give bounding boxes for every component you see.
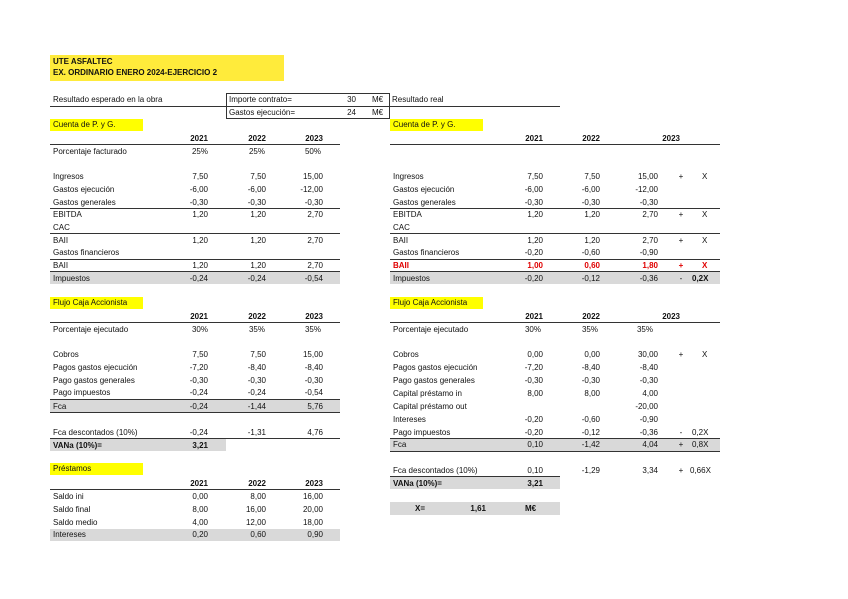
left-pyg-row-label: BAII [53,261,69,270]
right-pyg-row-value: 15,00 [637,172,658,181]
right-flujo-row-op [676,362,686,374]
right-pyg-row-value: 1,80 [642,261,658,270]
left-flujo-row-value: -0,54 [304,388,323,397]
left-flujo-row-value: -0,24 [189,388,208,397]
prestamos-year-2022: 2022 [248,479,266,488]
right-flujo-pct-2023: 35% [636,325,653,334]
prestamos-row-label: Saldo final [53,505,91,514]
right-flujo-row-value: 4,00 [642,389,658,398]
real-label: Resultado real [392,95,444,104]
right-flujo-row-value: 4,04 [642,440,658,449]
left-flujo-row-value: 15,00 [302,350,323,359]
prestamos-row-value: 0,20 [192,530,208,539]
left-flujo-row-label: Pago gastos generales [53,376,135,385]
x-result-unit: M€ [525,504,537,513]
right-pyg-row-x: X [702,172,708,181]
right-flujo-row-label: Pago impuestos [393,428,451,437]
left-flujo-pct-2022: 35% [248,325,265,334]
left-pyg-row-label: Gastos financieros [53,248,120,257]
left-pyg-row-label: EBITDA [53,210,82,219]
contract-unit: M€ [372,95,384,104]
left-pyg-row-value: 2,70 [307,210,323,219]
right-pyg-row-value: -0,90 [639,248,658,257]
left-pyg-row-value: -0,30 [189,198,208,207]
left-flujo-row-value: -0,30 [189,376,208,385]
left-pyg-row-value [285,222,323,234]
right-pyg-row-op: + [678,172,684,181]
left-flujo-row-label: Fca [53,402,67,411]
left-pyg-row-label: Gastos ejecución [53,185,115,194]
costs-label: Gastos ejecución= [229,108,296,117]
left-pyg-row-value: 1,20 [250,261,266,270]
x-result-label: X= [415,504,426,513]
left-pyg-row-value: 2,70 [307,261,323,270]
right-pyg-row-op [676,247,686,259]
right-flujo-row-label: Capital préstamo out [393,402,467,411]
left-flujo-pct-2021: 30% [191,325,208,334]
left-pyg-row-value: -0,30 [304,198,323,207]
right-flujo-row-op [676,388,686,400]
left-flujo-row-value: -7,20 [189,363,208,372]
prestamos-row-value: 16,00 [245,505,266,514]
left-flujo-row-value: -0,30 [247,376,266,385]
right-pyg-row-value: 2,70 [642,210,658,219]
right-pyg-row-op: + [678,261,684,270]
right-flujo-row-value: 0,00 [527,350,543,359]
right-pyg-row-value: -6,00 [581,185,600,194]
right-pyg-row-value: -0,30 [639,198,658,207]
right-flujo-row-value: -0,12 [581,428,600,437]
right-flujo-row-label: Pago gastos generales [393,376,475,385]
right-flujo-row-label: Pagos gastos ejecución [393,363,478,372]
right-pyg-row-op [676,197,686,209]
right-flujo-year-2023: 2023 [662,312,680,321]
right-flujo-row-op [676,401,686,413]
left-pyg-row-value: 1,20 [192,210,208,219]
header-line2: EX. ORDINARIO ENERO 2024-EJERCICIO 2 [53,68,218,77]
contract-label: Importe contrato= [229,95,292,104]
left-pyg-row-value: -0,24 [247,274,266,283]
left-pyg-row-value: 1,20 [250,210,266,219]
right-pyg-title: Cuenta de P. y G. [390,119,483,131]
right-flujo-row-value: 8,00 [527,389,543,398]
left-flujo-year-2022: 2022 [248,312,266,321]
left-pyg-row-value: 7,50 [250,172,266,181]
left-pyg-row-value: 7,50 [192,172,208,181]
right-flujo-pct-2022: 35% [581,325,598,334]
right-flujo-row-label: Fca [393,440,407,449]
prestamos-row-value: 8,00 [192,505,208,514]
prestamos-row-value: 0,00 [192,492,208,501]
left-flujo-row-value: 7,50 [192,350,208,359]
left-pyg-row-label: CAC [53,223,70,232]
left-van-label: VANa (10%)= [53,441,102,450]
right-flujo-pct-2021: 30% [524,325,541,334]
left-pyg-row-value [170,222,208,234]
right-pyg-row-value: -0,12 [581,274,600,283]
left-flujo-row-value: -0,24 [189,402,208,411]
right-pyg-row-value: 2,70 [642,236,658,245]
right-pyg-row-value: 1,20 [584,210,600,219]
left-pyg-pct-2021: 25% [191,147,208,156]
left-flujo-disc-label: Fca descontados (10%) [53,428,138,437]
right-flujo-row-value: -0,36 [639,428,658,437]
left-pyg-row-value: 1,20 [192,261,208,270]
right-pyg-row-value: 7,50 [584,172,600,181]
left-pyg-row-value [170,247,208,259]
header-line1: UTE ASFALTEC [53,57,113,66]
left-flujo-row-label: Pago impuestos [53,388,111,397]
left-flujo-row-value: -8,40 [247,363,266,372]
left-pyg-row-value: 2,70 [307,236,323,245]
left-flujo-year-2021: 2021 [190,312,208,321]
right-pyg-row-value: 1,00 [527,261,543,270]
left-flujo-disc-2021: -0,24 [189,428,208,437]
right-flujo-row-x: 0,8X [692,440,709,449]
right-pyg-year-2023: 2023 [662,134,680,143]
left-pyg-row-value: -6,00 [247,185,266,194]
right-flujo-row-value: 0,10 [527,440,543,449]
right-pyg-row-value: -0,36 [639,274,658,283]
left-flujo-row-label: Pagos gastos ejecución [53,363,138,372]
left-pyg-row-value: -0,24 [189,274,208,283]
left-pyg-title: Cuenta de P. y G. [50,119,143,131]
row-divider [390,451,720,452]
left-flujo-row-value: -1,44 [247,402,266,411]
left-flujo-row-value: -0,24 [247,388,266,397]
left-pyg-row-value: 1,20 [250,236,266,245]
right-flujo-year-2021: 2021 [525,312,543,321]
left-pyg-row-value: -6,00 [189,185,208,194]
right-flujo-disc-op: + [678,466,684,475]
right-flujo-row-value: 8,00 [584,389,600,398]
right-flujo-disc-label: Fca descontados (10%) [393,466,478,475]
right-pyg-row-value: 0,60 [584,261,600,270]
right-pyg-row-value: 7,50 [527,172,543,181]
right-pyg-row-value: -0,20 [524,274,543,283]
costs-value: 24 [347,108,356,117]
right-flujo-row-value: 30,00 [637,350,658,359]
expected-label: Resultado esperado en la obra [53,95,163,104]
left-pyg-row-label: Impuestos [53,274,90,283]
right-pyg-row-value: 1,20 [584,236,600,245]
left-pyg-row-label: Gastos generales [53,198,116,207]
right-flujo-title: Flujo Caja Accionista [390,297,483,309]
right-pyg-row-x: X [702,261,708,270]
left-pyg-year-2023: 2023 [305,134,323,143]
right-flujo-row-value: -0,30 [581,376,600,385]
prestamos-row-value: 20,00 [302,505,323,514]
right-flujo-row-value: -8,40 [581,363,600,372]
right-pyg-row-value: -0,60 [581,248,600,257]
right-pyg-row-label: BAII [393,236,409,245]
left-pyg-row-value: 15,00 [302,172,323,181]
left-flujo-pct-label: Porcentaje ejecutado [53,325,129,334]
prestamos-year-2021: 2021 [190,479,208,488]
right-flujo-row-value [505,401,543,413]
right-pyg-row-label: Ingresos [393,172,424,181]
right-pyg-row-value: -0,20 [524,248,543,257]
right-flujo-row-op [676,375,686,387]
right-flujo-pct-label: Porcentaje ejecutado [393,325,469,334]
right-pyg-row-op [676,222,686,234]
left-flujo-row-value: 5,76 [307,402,323,411]
right-flujo-disc-2021: 0,10 [527,466,543,475]
right-flujo-row-op [676,414,686,426]
left-flujo-pct-2023: 35% [304,325,321,334]
left-pyg-pct-label: Porcentaje facturado [53,147,127,156]
right-van-value: 3,21 [527,479,543,488]
right-pyg-row-op: - [679,274,683,283]
right-flujo-disc-2023: 3,34 [642,466,658,475]
prestamos-row-value: 0,60 [250,530,266,539]
prestamos-row-value: 8,00 [250,492,266,501]
right-flujo-row-value: -0,30 [639,376,658,385]
row-divider [390,233,720,234]
right-pyg-row-value: 1,20 [527,236,543,245]
right-pyg-row-x: X [702,236,708,245]
left-pyg-row-value [228,222,266,234]
right-pyg-row-value [562,222,600,234]
left-pyg-row-value [228,247,266,259]
left-pyg-row-label: BAII [53,236,69,245]
x-result-value: 1,61 [470,504,486,513]
right-pyg-row-x: 0,2X [692,274,709,283]
right-flujo-row-op: + [678,350,684,359]
left-pyg-year-2021: 2021 [190,134,208,143]
prestamos-row-value: 18,00 [302,518,323,527]
right-pyg-row-value: -0,30 [524,198,543,207]
prestamos-row-label: Intereses [53,530,86,539]
right-van-label: VANa (10%)= [393,479,442,488]
left-flujo-disc-2022: -1,31 [247,428,266,437]
right-pyg-row-label: Gastos ejecución [393,185,455,194]
left-pyg-row-value: -0,54 [304,274,323,283]
right-pyg-year-2021: 2021 [525,134,543,143]
prestamos-title: Préstamos [50,463,143,475]
right-pyg-row-op [676,184,686,196]
right-pyg-row-op: + [678,236,684,245]
prestamos-row-value: 0,90 [307,530,323,539]
right-pyg-row-label: CAC [393,223,410,232]
left-flujo-row-value: 7,50 [250,350,266,359]
right-flujo-row-value: -8,40 [639,363,658,372]
prestamos-row-value: 4,00 [192,518,208,527]
prestamos-year-2023: 2023 [305,479,323,488]
row-shading [390,439,720,451]
left-flujo-row-value: -8,40 [304,363,323,372]
prestamos-row-value: 16,00 [302,492,323,501]
right-pyg-row-value [620,222,658,234]
right-flujo-row-value: -0,60 [581,415,600,424]
right-flujo-disc-2022: -1,29 [581,466,600,475]
left-pyg-row-value [285,247,323,259]
left-pyg-row-value: 1,20 [192,236,208,245]
right-flujo-row-x: X [702,350,708,359]
right-pyg-row-op: + [678,210,684,219]
right-flujo-row-value: -0,20 [524,415,543,424]
right-flujo-row-value: -1,42 [581,440,600,449]
right-flujo-row-value: -0,90 [639,415,658,424]
left-flujo-row-value: -0,30 [304,376,323,385]
right-flujo-row-label: Intereses [393,415,426,424]
prestamos-row-label: Saldo ini [53,492,84,501]
right-pyg-row-value [505,222,543,234]
right-pyg-row-value: -0,30 [581,198,600,207]
right-flujo-row-label: Capital préstamo in [393,389,462,398]
left-pyg-row-value: -12,00 [300,185,323,194]
right-flujo-row-value: -0,20 [524,428,543,437]
costs-unit: M€ [372,108,384,117]
right-flujo-row-label: Cobros [393,350,419,359]
right-pyg-row-label: EBITDA [393,210,422,219]
right-flujo-row-op: - [679,428,683,437]
prestamos-row-label: Saldo medio [53,518,98,527]
right-pyg-row-value: 1,20 [527,210,543,219]
right-flujo-year-2022: 2022 [582,312,600,321]
right-pyg-row-label: Gastos generales [393,198,456,207]
left-pyg-pct-2023: 50% [304,147,321,156]
right-flujo-row-x: 0,2X [692,428,709,437]
left-flujo-title: Flujo Caja Accionista [50,297,143,309]
left-van-value: 3,21 [192,441,208,450]
left-pyg-pct-2022: 25% [248,147,265,156]
right-pyg-year-2022: 2022 [582,134,600,143]
left-pyg-row-label: Ingresos [53,172,84,181]
right-flujo-row-value: 0,00 [584,350,600,359]
right-pyg-row-label: Gastos financieros [393,248,460,257]
row-shading [390,272,720,284]
right-flujo-row-value [562,401,600,413]
right-flujo-row-value: -20,00 [635,402,658,411]
right-flujo-row-op: + [678,440,684,449]
right-pyg-row-label: BAII [393,261,409,270]
right-pyg-row-x: X [702,210,708,219]
left-flujo-disc-2023: 4,76 [307,428,323,437]
right-pyg-row-label: Impuestos [393,274,430,283]
contract-value: 30 [347,95,356,104]
prestamos-row-value: 12,00 [245,518,266,527]
right-flujo-disc-x: 0,66X [690,466,711,475]
right-pyg-row-value: -6,00 [524,185,543,194]
row-divider [390,259,720,260]
left-pyg-year-2022: 2022 [248,134,266,143]
left-pyg-row-value: -0,30 [247,198,266,207]
left-flujo-row-label: Cobros [53,350,79,359]
right-pyg-row-value: -12,00 [635,185,658,194]
right-flujo-row-value: -7,20 [524,363,543,372]
right-flujo-row-value: -0,30 [524,376,543,385]
left-flujo-year-2023: 2023 [305,312,323,321]
